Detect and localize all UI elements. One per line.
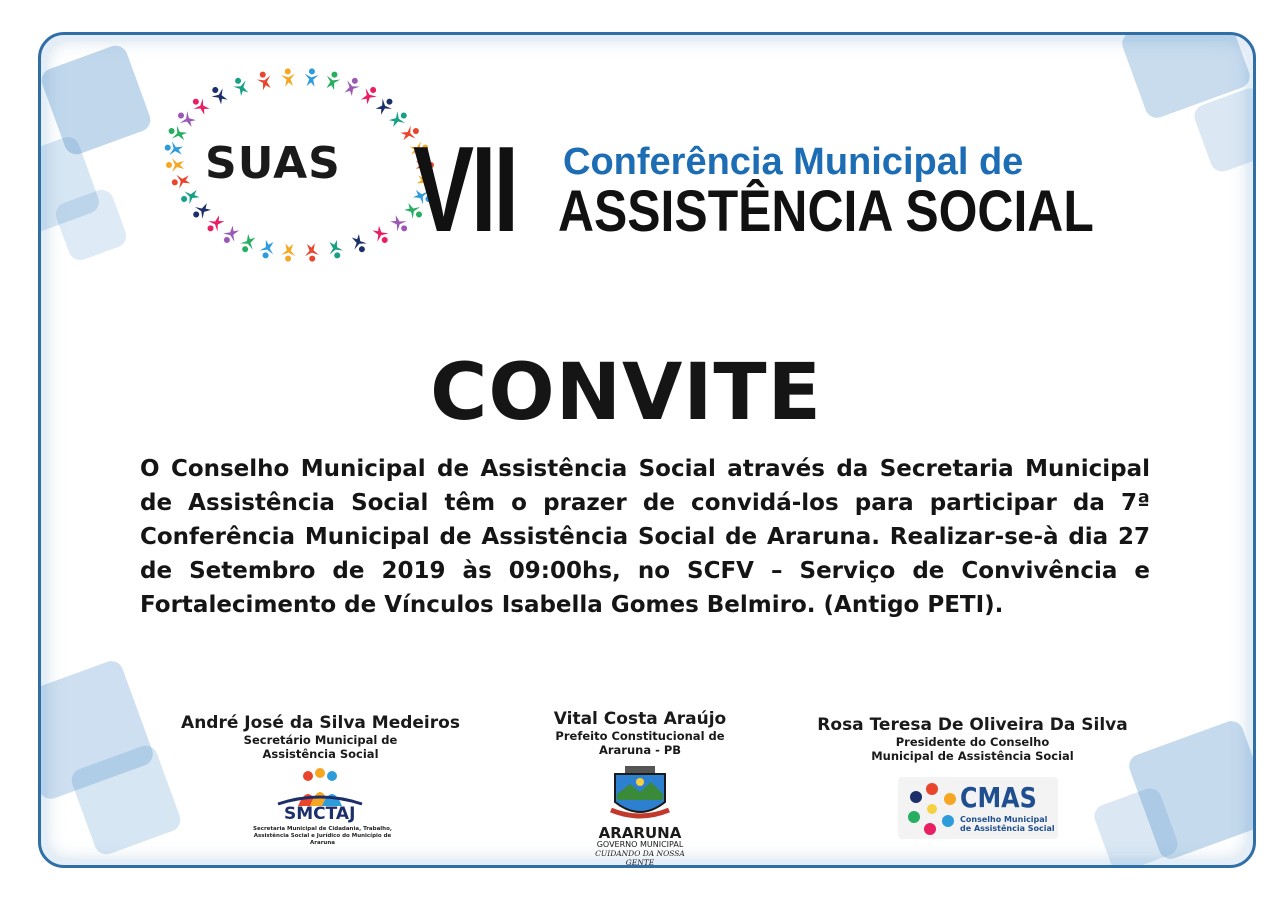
person-figure-icon bbox=[258, 239, 276, 260]
signature-council-president bbox=[815, 715, 1130, 763]
person-figure-icon bbox=[163, 140, 183, 157]
person-figure-icon bbox=[204, 213, 227, 235]
person-figure-icon bbox=[179, 187, 201, 207]
person-figure-icon bbox=[374, 94, 397, 116]
signatory-role: Secretário Municipal de bbox=[243, 733, 398, 747]
person-figure-icon bbox=[166, 123, 188, 143]
signatory-role: Presidente do Conselho bbox=[895, 735, 1050, 749]
araruna-city: ARARUNA bbox=[598, 824, 682, 842]
signatory-name: Vital Costa Araújo bbox=[553, 709, 727, 729]
suas-label: SUAS bbox=[205, 138, 341, 189]
smctaj-caption: Secretaria Municipal de Cidadania, Trabalho, Assistência Social e Jurídico do Município de Araruna bbox=[253, 826, 392, 846]
people-icon bbox=[250, 768, 390, 808]
person-figure-icon bbox=[304, 68, 320, 87]
cmas-flower-icon bbox=[902, 779, 962, 839]
person-figure-icon bbox=[326, 239, 344, 260]
roman-numeral: VII bbox=[413, 121, 516, 257]
coat-of-arms-icon bbox=[585, 764, 695, 824]
person-figure-icon bbox=[219, 224, 241, 247]
cmas-logo bbox=[898, 777, 1058, 839]
signatory-role: Prefeito Constitucional de bbox=[555, 729, 725, 743]
person-figure-icon bbox=[358, 83, 380, 106]
signatory-role: Araruna - PB bbox=[598, 743, 682, 757]
cmas-subtitle-line: de Assistência Social bbox=[960, 824, 1055, 833]
person-figure-icon bbox=[166, 158, 184, 172]
signatory-name: André José da Silva Medeiros bbox=[181, 713, 460, 733]
smctaj-label: SMCTAJ bbox=[284, 804, 356, 824]
person-figure-icon bbox=[171, 173, 191, 190]
smctaj-logo bbox=[250, 768, 392, 846]
araruna-motto: CUIDANDO DA NOSSA GENTE bbox=[595, 849, 685, 867]
signatory-role: Assistência Social bbox=[262, 747, 379, 761]
person-figure-icon bbox=[342, 75, 362, 97]
araruna-logo bbox=[585, 764, 695, 867]
person-figure-icon bbox=[281, 68, 297, 87]
person-figure-icon bbox=[238, 233, 258, 255]
person-figure-icon bbox=[370, 224, 392, 247]
signature-secretary bbox=[178, 713, 463, 761]
person-figure-icon bbox=[387, 108, 410, 129]
person-figure-icon bbox=[190, 201, 213, 222]
person-figure-icon bbox=[208, 83, 230, 106]
signatory-role: Municipal de Assistência Social bbox=[871, 749, 1074, 763]
conference-title-line2: ASSISTÊNCIA SOCIAL bbox=[558, 179, 1094, 244]
signature-mayor bbox=[540, 709, 740, 757]
person-figure-icon bbox=[255, 70, 273, 91]
invitation-heading: CONVITE bbox=[430, 348, 822, 438]
person-figure-icon bbox=[349, 233, 369, 255]
cmas-label: CMAS bbox=[960, 781, 1037, 814]
person-figure-icon bbox=[304, 243, 320, 262]
person-figure-icon bbox=[388, 213, 411, 235]
person-figure-icon bbox=[324, 70, 342, 91]
person-figure-icon bbox=[281, 243, 297, 262]
person-figure-icon bbox=[230, 75, 250, 97]
person-figure-icon bbox=[189, 94, 212, 116]
person-figure-icon bbox=[175, 108, 198, 129]
araruna-government: GOVERNO MUNICIPAL bbox=[596, 840, 684, 849]
signatory-name: Rosa Teresa De Oliveira Da Silva bbox=[817, 715, 1128, 735]
conference-title-line1: Conferência Municipal de bbox=[563, 141, 1024, 183]
invitation-body: O Conselho Municipal de Assistência Social através da Secretaria Municipal de Assistência Social têm o prazer de convidá-los para participar da 7ª Conferência Municipal de Assistência Social de Araruna. Realizar-se-à dia 27 de Setembro de 2019 às 09:00hs, no SCFV – Serviço de Convivência e Fortalecimento de Vínculos Isabella Gomes Belmiro. (Antigo PETI). bbox=[140, 456, 1150, 618]
cmas-subtitle-line: Conselho Municipal bbox=[960, 815, 1048, 824]
cmas-subtitle bbox=[960, 815, 1055, 833]
